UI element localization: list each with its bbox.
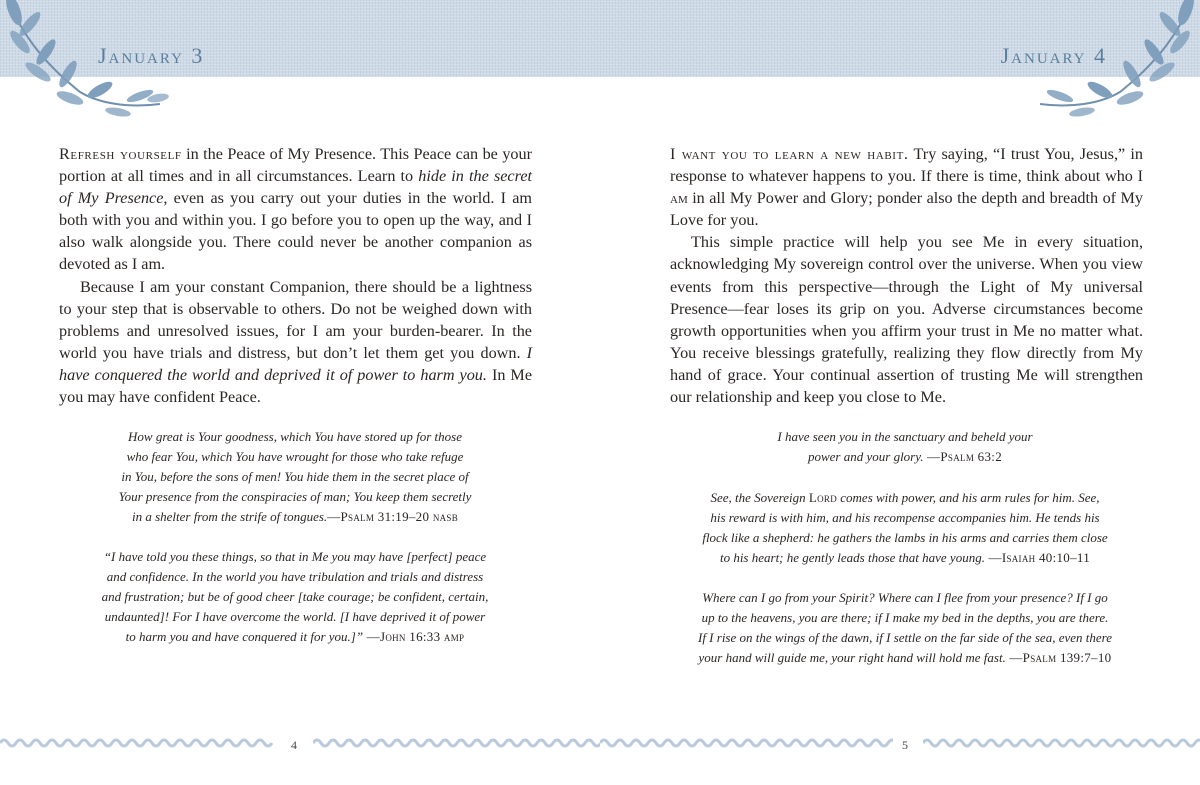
devotional-text [670,143,1143,408]
lead-words: I want you to learn a new habit. [670,145,909,163]
devotional-text [59,143,532,408]
page-heading: January 4 [1000,43,1107,68]
scripture-reference: —Isaiah 40:10–11 [984,549,1091,565]
paragraph: Because I am your constant Companion, there should be a lightness to your step that is observable to others. Do not be weighed down with problems and unresolved issues, for I am your burden-bearer. In the world you have trials and distress, but don’t let them get you down. I have conquered the world and deprived it of power to harm you. In Me you may have confident Peace. [59,277,533,407]
wave-rule-icon [313,736,600,750]
scripture-reference: —Psalm 139:7–10 [1005,649,1112,665]
lead-words: Refresh yourself [59,145,182,163]
paragraph: This simple practice will help you see Me in every situation, acknowledging My sovereign control over the universe. When you view events from this perspective—through the Light of My universal Presence—fear loses its grip on you. Adverse circumstances become growth opportunities when you affirm your trust in Me no matter what. You receive blessings gratefully, realizing they flow directly from My hand of grace. Your continual assertion of trusting Me will strengthen our relationship and keep you close to Me. [670,233,1143,407]
right-page [600,0,1200,785]
paragraph: I want you to learn a new habit. Try saying, “I trust You, Jesus,” in response to whatever happens to you. If there is time, think about who I am in all My Power and Glory; ponder also the depth and breadth of My Love for you. [670,145,1143,230]
scripture-reference: —Psalm 31:19–20 nasb [327,508,459,524]
wave-rule-icon [0,736,276,750]
wave-rule-icon [600,736,893,750]
scripture-reference: —John 16:33 amp [363,628,465,644]
scripture-quote: I have seen you in the sanctuary and beheld your power and your glory. —Psalm 63:2 [777,429,1033,464]
page-number: 5 [902,738,908,752]
page-number: 4 [291,738,297,752]
page-heading: January 3 [98,43,205,68]
scripture-quote: See, the Sovereign Lord comes with power, and his arm rules for him. See, his reward is with him, and his recompense accompanies him. He tends his flock like a shepherd: he gathers the lambs in his arms and carries them close to his heart; he gently leads those that have young. —Isaiah 40:10–11 [702,490,1108,565]
scripture-quote: “I have told you these things, so that in Me you may have [perfect] peace and confidence. In the world you have tribulation and trials and distress and frustration; but be of good cheer [take courage; be confident, certain, undaunted]! For I have overcome the world. [I have deprived it of power to harm you and have conquered it for you.]” —John 16:33 amp [101,549,489,644]
scripture-reference: —Psalm 63:2 [923,448,1002,464]
wave-rule-icon [923,736,1200,750]
scripture-quote: Where can I go from your Spirit? Where can I flee from your presence? If I go up to the heavens, you are there; if I make my bed in the depths, you are there. If I rise on the wings of the dawn, if I settle on the far side of the sea, even there your hand will guide me, your right hand will hold me fast. —Psalm 139:7–10 [697,590,1112,665]
scripture-quote: How great is Your goodness, which You have stored up for those who fear You, which You have wrought for those who take refuge in You, before the sons of men! You hide them in the secret place of Your presence from the conspiracies of man; You keep them secretly in a shelter from the strife of tongues.—Psalm 31:19–20 nasb [118,429,472,524]
paragraph: Refresh yourself in the Peace of My Presence. This Peace can be your portion at all times and in all circumstances. Learn to hide in the secret of My Presence, even as you carry out your duties in the world. I am both with you and within you. I go before you to open up the way, and I also walk alongside you. There could never be another companion as devoted as I am. [59,145,533,274]
